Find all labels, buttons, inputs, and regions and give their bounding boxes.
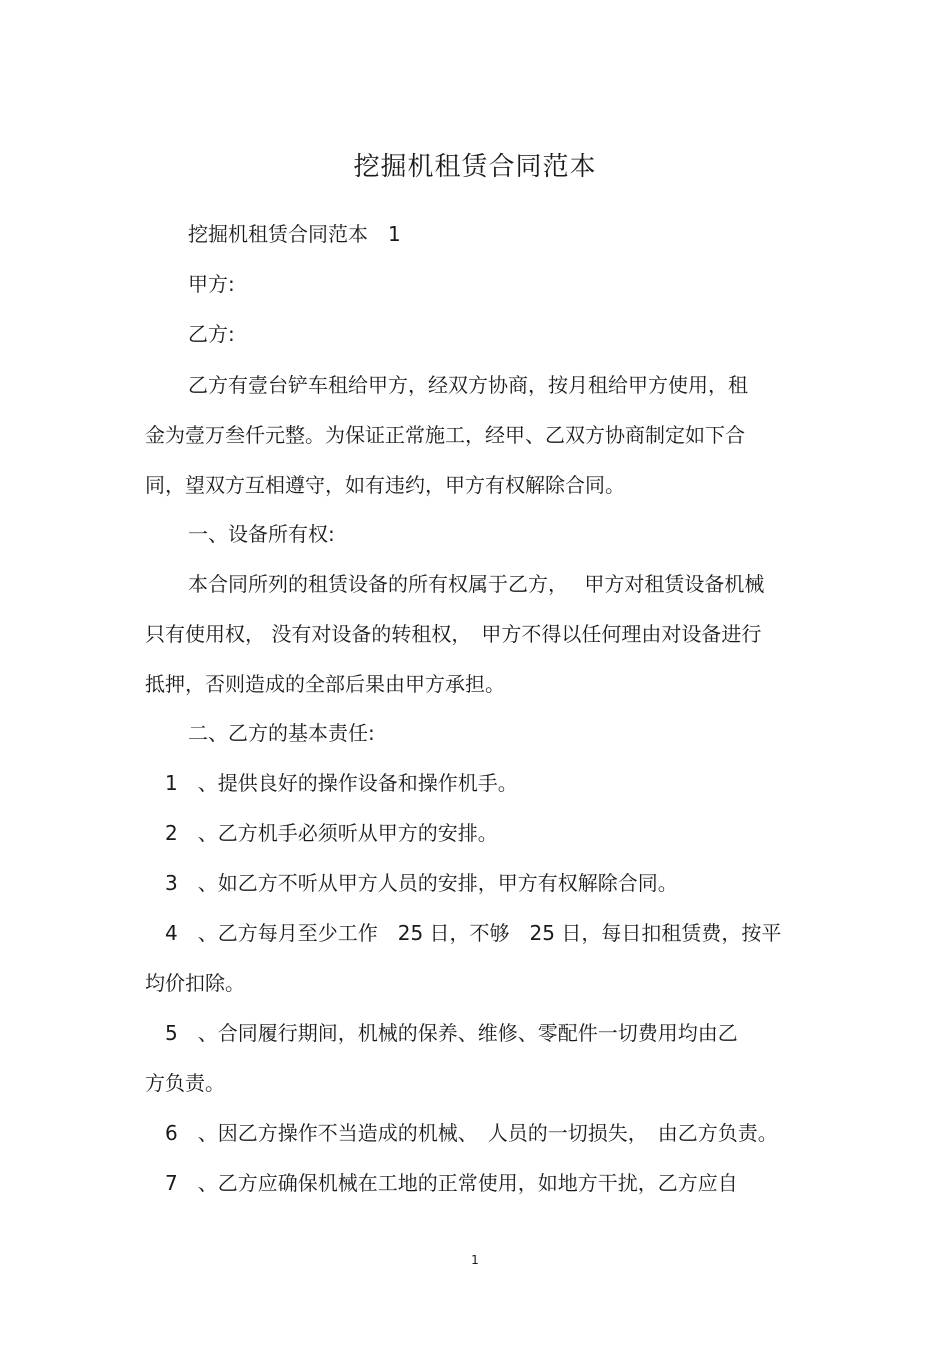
section-heading-ownership: 一、设备所有权: — [188, 522, 335, 546]
list-item: 4 、乙方每月至少工作 25 日，不够 25 日，每日扣租赁费，按平 — [165, 921, 782, 945]
document-title: 挖掘机租赁合同范本 — [353, 152, 597, 182]
paragraph-line: 乙方有壹台铲车租给甲方，经双方协商，按月租给甲方使用，租 — [188, 373, 748, 397]
paragraph-line-subtitle: 挖掘机租赁合同范本 1 — [188, 222, 401, 246]
paragraph-line: 抵押，否则造成的全部后果由甲方承担。 — [145, 672, 505, 696]
list-item: 7 、乙方应确保机械在工地的正常使用，如地方干扰，乙方应自 — [165, 1171, 738, 1195]
paragraph-line-party-b: 乙方: — [188, 322, 235, 346]
list-item-continuation: 方负责。 — [145, 1071, 225, 1095]
list-item: 2 、乙方机手必须听从甲方的安排。 — [165, 821, 498, 845]
paragraph-line-party-a: 甲方: — [188, 272, 235, 296]
paragraph-line: 金为壹万叁仟元整。为保证正常施工，经甲、乙双方协商制定如下合 — [145, 423, 745, 447]
list-item: 5 、合同履行期间，机械的保养、维修、零配件一切费用均由乙 — [165, 1021, 738, 1045]
paragraph-line: 本合同所列的租赁设备的所有权属于乙方， 甲方对租赁设备机械 — [188, 572, 765, 596]
section-heading-responsibility: 二、乙方的基本责任: — [188, 721, 375, 745]
list-item: 1 、提供良好的操作设备和操作机手。 — [165, 771, 518, 795]
list-item-continuation: 均价扣除。 — [145, 971, 245, 995]
paragraph-line: 同，望双方互相遵守，如有违约，甲方有权解除合同。 — [145, 473, 625, 497]
page-number: 1 — [471, 1253, 479, 1267]
list-item: 6 、因乙方操作不当造成的机械、 人员的一切损失， 由乙方负责。 — [165, 1121, 778, 1145]
paragraph-line: 只有使用权， 没有对设备的转租权， 甲方不得以任何理由对设备进行 — [145, 622, 762, 646]
list-item: 3 、如乙方不听从甲方人员的安排，甲方有权解除合同。 — [165, 871, 678, 895]
